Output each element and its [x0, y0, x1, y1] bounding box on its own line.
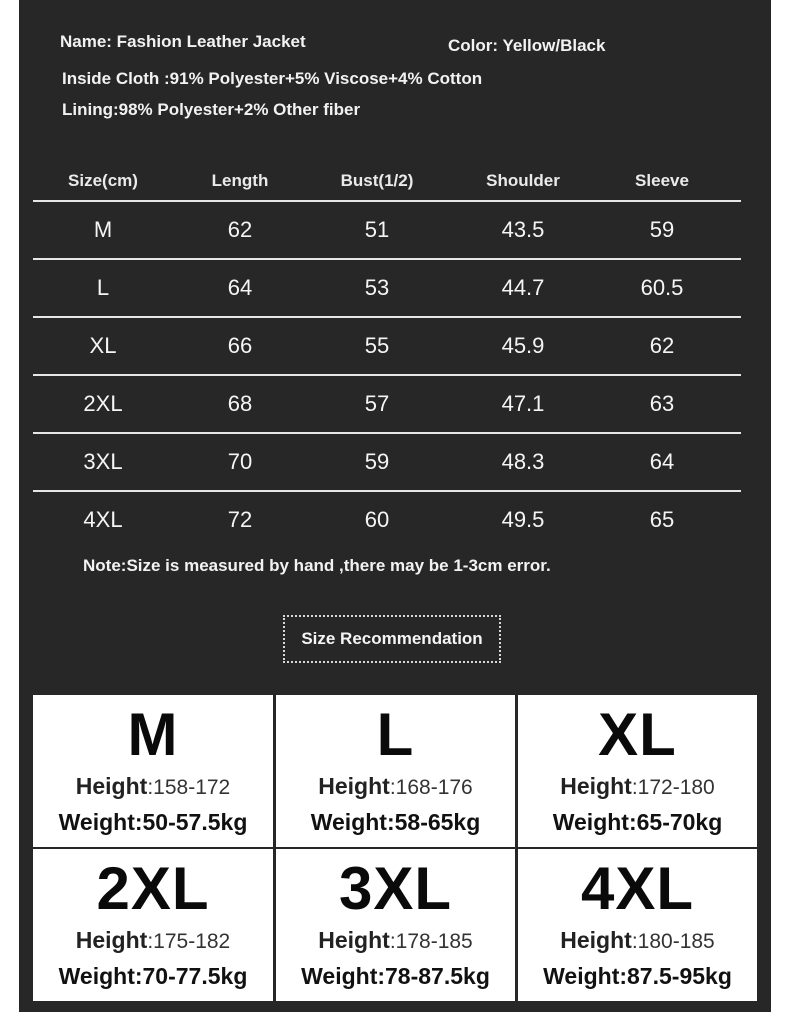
- cell-shoulder: 44.7: [501, 275, 545, 300]
- card-size-label: M: [127, 701, 179, 768]
- card-height: [33, 773, 273, 800]
- height-value: :158-172: [147, 776, 231, 799]
- height-label: Height: [75, 773, 148, 799]
- card-weight: Weight:50-57.5kg: [58, 809, 248, 835]
- product-color: Color: Yellow/Black: [448, 36, 606, 55]
- height-value: :172-180: [631, 776, 715, 799]
- inside-cloth-composition: Inside Cloth :91% Polyester+5% Viscose+4% Cotton: [62, 69, 483, 88]
- card-weight: Weight:78-87.5kg: [301, 963, 490, 989]
- size-recommendation-heading: Size Recommendation: [283, 615, 501, 663]
- header-sleeve: Sleeve: [635, 171, 689, 190]
- cell-length: 66: [227, 333, 253, 358]
- cell-size: M: [93, 217, 113, 242]
- cell-length: 62: [227, 217, 253, 242]
- cell-shoulder: 49.5: [501, 507, 545, 532]
- size-card-4xl: [518, 849, 757, 1001]
- card-size-label: 4XL: [580, 855, 695, 922]
- header-length: Length: [211, 171, 269, 190]
- card-weight: Weight:58-65kg: [310, 809, 481, 835]
- product-name: Name: Fashion Leather Jacket: [60, 32, 306, 51]
- cell-size: L: [96, 275, 110, 300]
- cell-sleeve: 60.5: [640, 275, 684, 300]
- size-card-l: [276, 695, 515, 847]
- height-label: Height: [318, 773, 390, 799]
- table-row: [33, 434, 741, 492]
- cell-shoulder: 47.1: [501, 391, 545, 416]
- lining-composition: Lining:98% Polyester+2% Other fiber: [62, 100, 361, 119]
- header-bust: Bust(1/2): [340, 171, 414, 190]
- cell-size: XL: [89, 333, 117, 358]
- cell-shoulder: 45.9: [501, 333, 545, 358]
- height-label: Height: [318, 927, 390, 953]
- size-card-m: [33, 695, 273, 847]
- card-height: [276, 773, 515, 800]
- height-label: Height: [560, 927, 632, 953]
- cell-sleeve: 64: [649, 449, 675, 474]
- card-weight: Weight:65-70kg: [552, 809, 723, 835]
- measurement-note: Note:Size is measured by hand ,there may be 1-3cm error.: [83, 556, 551, 575]
- card-size-label: 3XL: [338, 855, 453, 922]
- cell-bust: 53: [364, 275, 390, 300]
- product-info-panel: [19, 0, 771, 1012]
- size-recommendation-grid: [33, 695, 757, 1001]
- height-value: :178-185: [389, 930, 473, 953]
- size-card-xl: [518, 695, 757, 847]
- cell-length: 64: [227, 275, 253, 300]
- table-row: [33, 202, 741, 260]
- cell-bust: 55: [364, 333, 390, 358]
- cell-sleeve: 65: [649, 507, 675, 532]
- cell-sleeve: 59: [649, 217, 675, 242]
- cell-length: 70: [227, 449, 253, 474]
- cell-shoulder: 43.5: [501, 217, 545, 242]
- cell-size: 3XL: [83, 449, 123, 474]
- height-label: Height: [75, 927, 148, 953]
- size-table-header: [33, 162, 741, 202]
- card-height: [518, 773, 757, 800]
- cell-sleeve: 63: [649, 391, 675, 416]
- cell-size: 4XL: [83, 507, 123, 532]
- height-value: :180-185: [631, 930, 715, 953]
- cell-bust: 57: [364, 391, 390, 416]
- cell-bust: 59: [364, 449, 390, 474]
- size-card-2xl: [33, 849, 273, 1001]
- size-table: [33, 162, 741, 548]
- size-card-3xl: [276, 849, 515, 1001]
- cell-sleeve: 62: [649, 333, 675, 358]
- cell-bust: 51: [364, 217, 390, 242]
- card-weight: Weight:87.5-95kg: [543, 963, 732, 989]
- cell-bust: 60: [364, 507, 390, 532]
- cell-length: 68: [227, 391, 253, 416]
- cell-shoulder: 48.3: [501, 449, 545, 474]
- height-value: :168-176: [389, 776, 473, 799]
- cell-size: 2XL: [83, 391, 123, 416]
- header-shoulder: Shoulder: [486, 171, 560, 190]
- height-value: :175-182: [147, 930, 231, 953]
- card-size-label: 2XL: [96, 855, 210, 922]
- card-height: [518, 927, 757, 954]
- height-label: Height: [560, 773, 632, 799]
- cell-length: 72: [227, 507, 253, 532]
- card-weight: Weight:70-77.5kg: [58, 963, 248, 989]
- table-row: [33, 318, 741, 376]
- card-height: [33, 927, 273, 954]
- card-size-label: XL: [598, 701, 677, 768]
- table-row: [33, 260, 741, 318]
- header-size: Size(cm): [68, 171, 138, 190]
- card-height: [276, 927, 515, 954]
- table-row: [33, 492, 741, 548]
- table-row: [33, 376, 741, 434]
- card-size-label: L: [376, 701, 415, 768]
